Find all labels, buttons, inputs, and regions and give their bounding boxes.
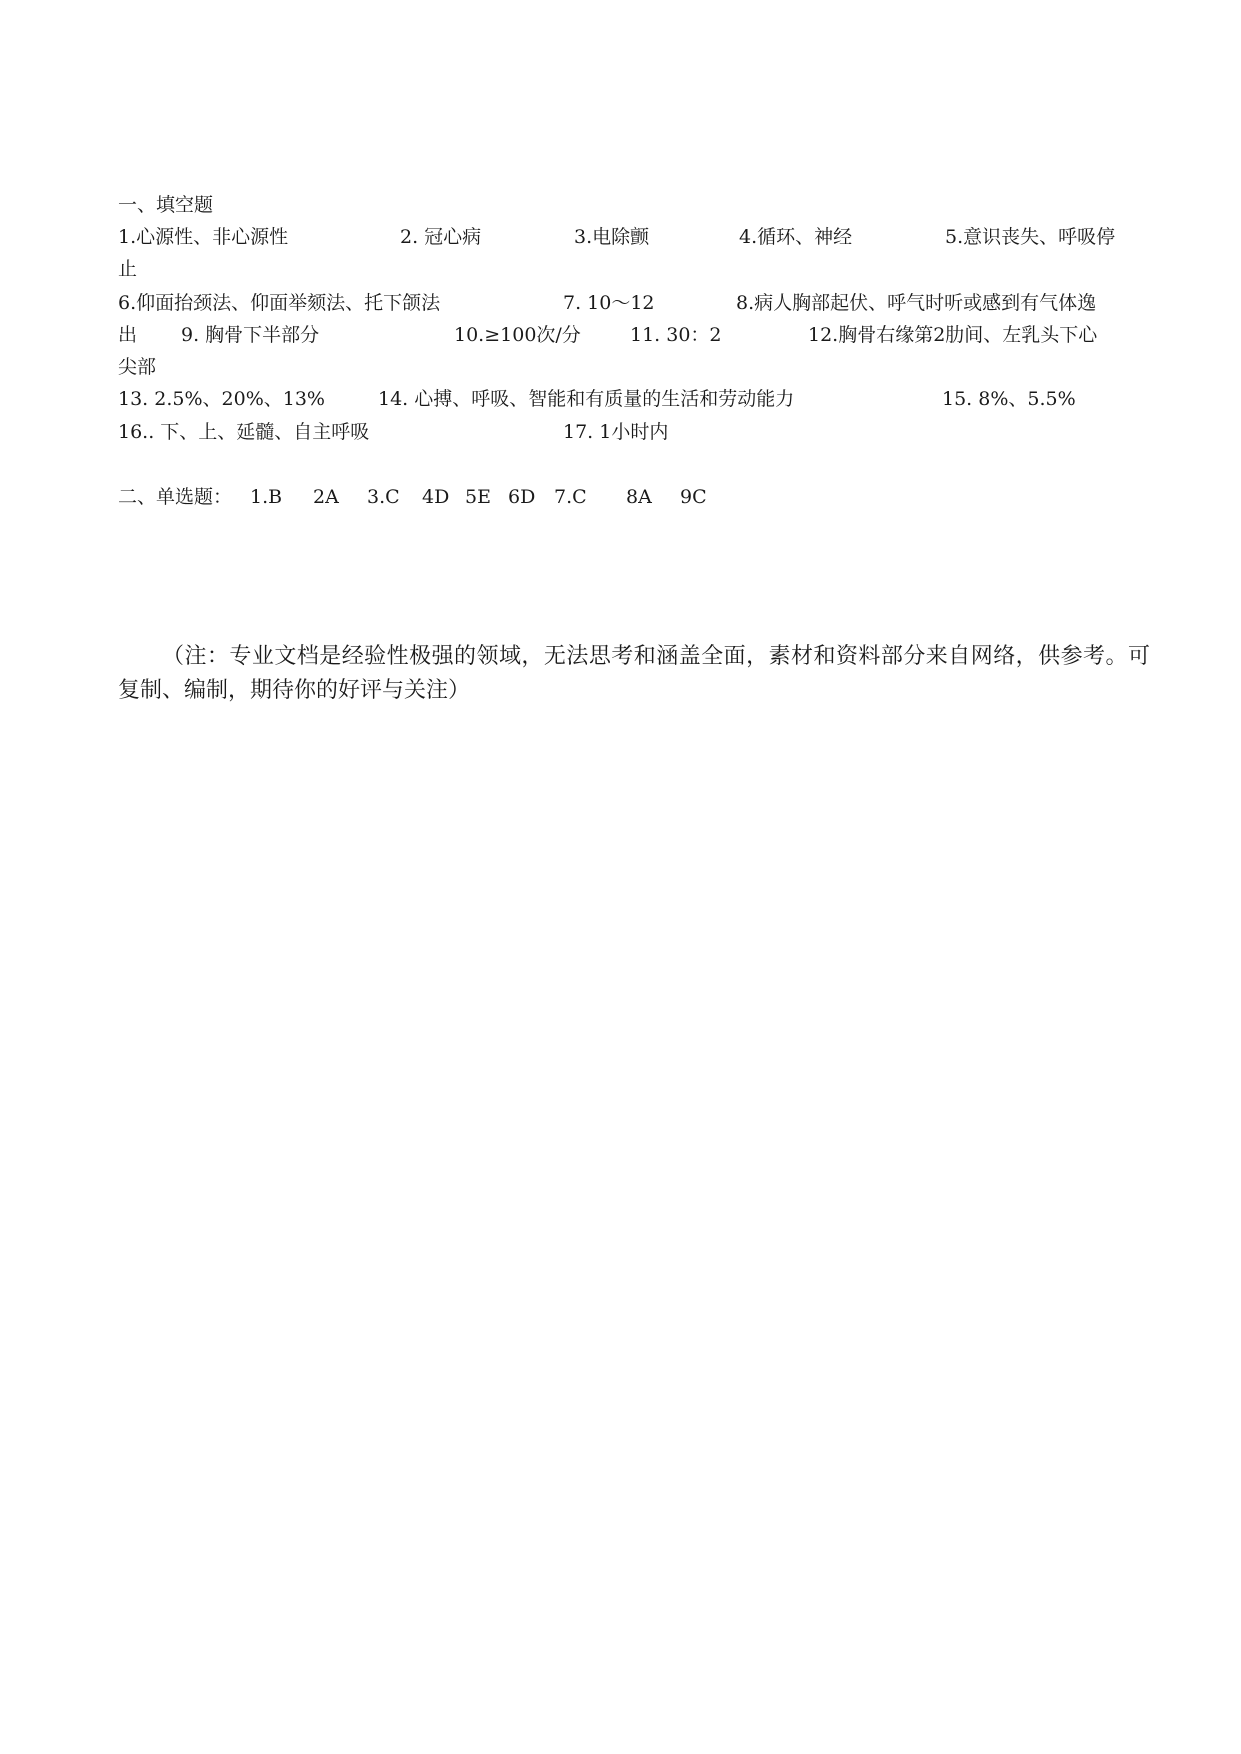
answer-8-continuation: 出: [118, 324, 138, 346]
answer-9: 9. 胸骨下半部分: [181, 324, 320, 346]
answer-5: 5.意识丧失、呼吸停: [945, 226, 1116, 248]
answer-5-continuation: 止: [118, 258, 138, 280]
disclaimer-note: （注：专业文档是经验性极强的领域，无法思考和涵盖全面，素材和资料部分来自网络，供参考。可复制、编制，期待你的好评与关注）: [118, 644, 1150, 703]
answer-4: 4.循环、神经: [739, 226, 853, 248]
answer-12: 12.胸骨右缘第2肋间、左乳头下心: [808, 324, 1098, 346]
answer-13: 13. 2.5%、20%、13%: [118, 388, 325, 410]
choice-answer: 7.C: [554, 486, 587, 508]
answer-3: 3.电除颤: [574, 226, 650, 248]
answer-10: 10.≥100次/分: [454, 324, 581, 346]
choice-answer: 4D: [422, 486, 450, 508]
choice-answer: 6D: [508, 486, 536, 508]
answer-1: 1.心源性、非心源性: [118, 226, 289, 248]
choice-answer: 5E: [465, 486, 491, 508]
answer-7: 7. 10～12: [563, 292, 655, 314]
answer-17: 17. 1小时内: [563, 421, 669, 443]
answer-16: 16.. 下、上、延髓、自主呼吸: [118, 421, 370, 443]
section-heading-fill-blank: 一、填空题: [118, 194, 214, 216]
answer-2: 2. 冠心病: [400, 226, 482, 248]
answer-6: 6.仰面抬颈法、仰面举颏法、托下颌法: [118, 292, 441, 314]
answer-15: 15. 8%、5.5%: [942, 388, 1076, 410]
answer-12-continuation: 尖部: [118, 356, 157, 378]
answer-11: 11. 30：2: [630, 324, 722, 346]
answer-8: 8.病人胸部起伏、呼气时听或感到有气体逸: [736, 292, 1097, 314]
section-heading-single-choice: 二、单选题：: [118, 486, 233, 508]
choice-answer: 3.C: [367, 486, 400, 508]
choice-answer: 8A: [626, 486, 652, 508]
choice-answer: 9C: [680, 486, 707, 508]
choice-answer: 1.B: [250, 486, 283, 508]
choice-answer: 2A: [313, 486, 339, 508]
answer-14: 14. 心搏、呼吸、智能和有质量的生活和劳动能力: [378, 388, 795, 410]
